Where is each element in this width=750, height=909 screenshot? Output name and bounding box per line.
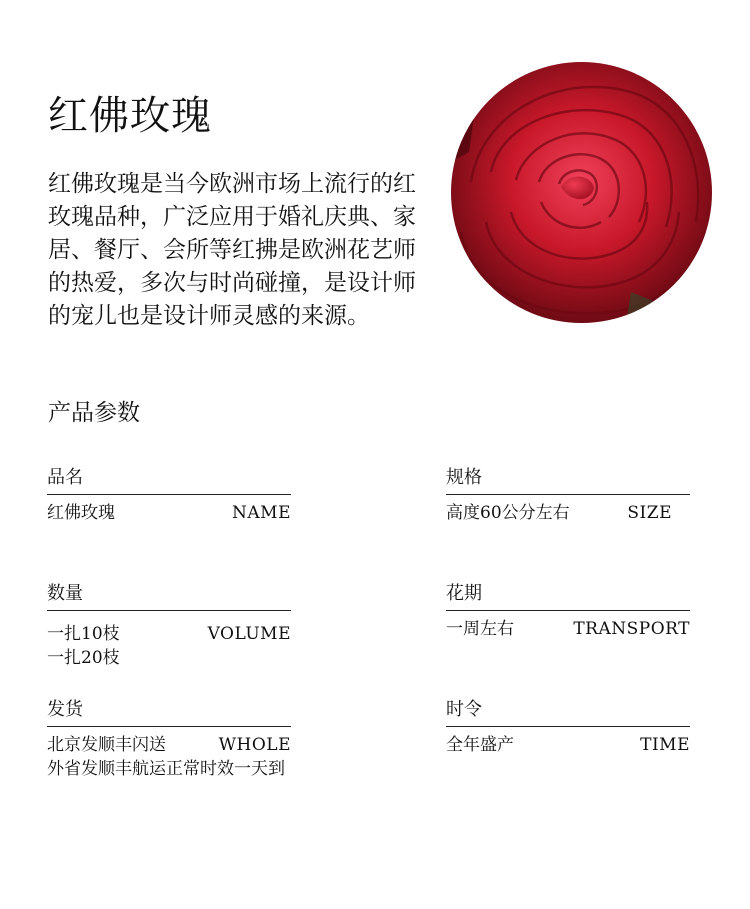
red-rose-photo: [451, 62, 712, 323]
param-value: 一扎20枝: [47, 648, 120, 668]
param-transport: [446, 582, 690, 641]
product-title: 红佛玫瑰: [48, 93, 212, 139]
param-en-label: TRANSPORT: [573, 619, 690, 639]
param-volume: [47, 582, 291, 670]
param-value: 全年盛产: [446, 735, 514, 755]
param-en-label: VOLUME: [207, 624, 291, 644]
param-label: 时令: [446, 698, 690, 727]
param-value: 高度60公分左右: [446, 503, 570, 523]
rose-illustration: [451, 62, 712, 323]
param-label: 品名: [47, 466, 291, 495]
param-value: 红佛玫瑰: [47, 503, 115, 523]
param-label: 数量: [47, 582, 291, 611]
param-value: 一扎10枝: [47, 624, 120, 644]
param-label: 规格: [446, 466, 690, 495]
section-title: 产品参数: [48, 400, 140, 426]
param-whole: [47, 698, 291, 781]
param-size: [446, 466, 690, 525]
param-name: [47, 466, 291, 525]
product-description: 红佛玫瑰是当今欧洲市场上流行的红玫瑰品种，广泛应用于婚礼庆典、家居、餐厅、会所等红拂是欧洲花艺师的热爱，多次与时尚碰撞，是设计师的宠儿也是设计师灵感的来源。: [48, 171, 416, 329]
param-en-label: WHOLE: [218, 735, 291, 755]
param-en-label: SIZE: [627, 503, 672, 523]
param-label: 花期: [446, 582, 690, 611]
param-en-label: TIME: [640, 735, 690, 755]
param-value: 一周左右: [446, 619, 514, 639]
param-value: 外省发顺丰航运正常时效一天到: [47, 759, 285, 779]
param-time: [446, 698, 690, 757]
param-value: 北京发顺丰闪送: [47, 735, 166, 755]
param-label: 发货: [47, 698, 291, 727]
param-en-label: NAME: [232, 503, 291, 523]
